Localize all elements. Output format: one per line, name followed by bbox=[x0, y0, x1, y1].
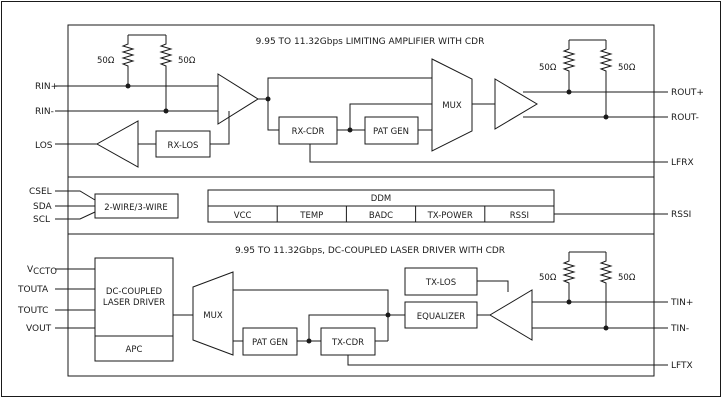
pin-toutc: TOUTC bbox=[18, 306, 49, 316]
rx-output-driver bbox=[495, 79, 537, 129]
rx-out-resistor-right-label: 50Ω bbox=[618, 63, 636, 73]
rx-in-resistor-left-label: 50Ω bbox=[97, 56, 115, 66]
tx-mux-label: MUX bbox=[203, 311, 223, 321]
ddm-cell-vcc: VCC bbox=[233, 211, 252, 221]
pin-sda: SDA bbox=[33, 202, 52, 212]
ddm-title: DDM bbox=[370, 194, 392, 204]
ddm-cell-tx-power: TX-POWER bbox=[427, 211, 473, 221]
rx-limiting-amplifier bbox=[218, 74, 258, 124]
los-buffer bbox=[97, 121, 138, 167]
pin-lftx: LFTX bbox=[671, 361, 693, 371]
laser-driver-label-line1: DC-COUPLED bbox=[105, 287, 163, 297]
laser-driver-label-line2: LASER DRIVER bbox=[102, 298, 166, 308]
tx-resistor-left-label: 50Ω bbox=[539, 273, 557, 283]
lftx-wire bbox=[348, 355, 668, 365]
pin-rin-plus: RIN+ bbox=[35, 82, 59, 92]
pin-csel: CSEL bbox=[29, 187, 52, 197]
tx-input-resistors bbox=[564, 252, 611, 331]
pin-rout-minus: ROUT- bbox=[671, 113, 699, 123]
lfrx-wire bbox=[310, 144, 668, 162]
pin-touta: TOUTA bbox=[18, 285, 49, 295]
rx-output-resistors bbox=[564, 40, 611, 120]
pin-tin-minus: TIN- bbox=[671, 324, 690, 334]
pin-vout: VOUT bbox=[26, 324, 52, 334]
tx-section-title: 9.95 TO 11.32Gbps, DC-COUPLED LASER DRIVER WITH CDR bbox=[234, 246, 506, 256]
ddm-cell-temp: TEMP bbox=[300, 211, 324, 221]
pin-rout-plus: ROUT+ bbox=[671, 88, 704, 98]
pin-tin-plus: TIN+ bbox=[671, 298, 694, 308]
rx-input-resistors bbox=[123, 35, 171, 114]
rx-cdr-label: RX-CDR bbox=[291, 127, 325, 137]
pin-lfrx: LFRX bbox=[671, 158, 694, 168]
tx-pat-gen-label: PAT GEN bbox=[252, 338, 288, 348]
tx-los-label: TX-LOS bbox=[425, 278, 457, 288]
rx-los-label: RX-LOS bbox=[167, 141, 199, 151]
tx-cdr-label: TX-CDR bbox=[331, 338, 365, 348]
rx-out-resistor-left-label: 50Ω bbox=[539, 63, 557, 73]
apc-label: APC bbox=[125, 345, 143, 355]
two-wire-three-wire-label: 2-WIRE/3-WIRE bbox=[104, 203, 168, 213]
pin-rssi: RSSI bbox=[671, 210, 692, 220]
pin-scl: SCL bbox=[33, 215, 51, 225]
pin-los: LOS bbox=[35, 141, 53, 151]
ddm-cell-rssi: RSSI bbox=[509, 211, 530, 221]
pin-vccto: VCCTO bbox=[27, 265, 57, 277]
rx-mux-label: MUX bbox=[442, 101, 462, 111]
ddm-cell-badc: BADC bbox=[368, 211, 394, 221]
rx-pat-gen-label: PAT GEN bbox=[373, 127, 409, 137]
rx-in-resistor-right-label: 50Ω bbox=[178, 56, 196, 66]
pin-rin-minus: RIN- bbox=[35, 107, 54, 117]
tx-input-buffer bbox=[490, 290, 532, 340]
tx-resistor-right-label: 50Ω bbox=[618, 273, 636, 283]
equalizer-label: EQUALIZER bbox=[416, 312, 466, 322]
rx-section-title: 9.95 TO 11.32Gbps LIMITING AMPLIFIER WITH CDR bbox=[255, 37, 485, 47]
